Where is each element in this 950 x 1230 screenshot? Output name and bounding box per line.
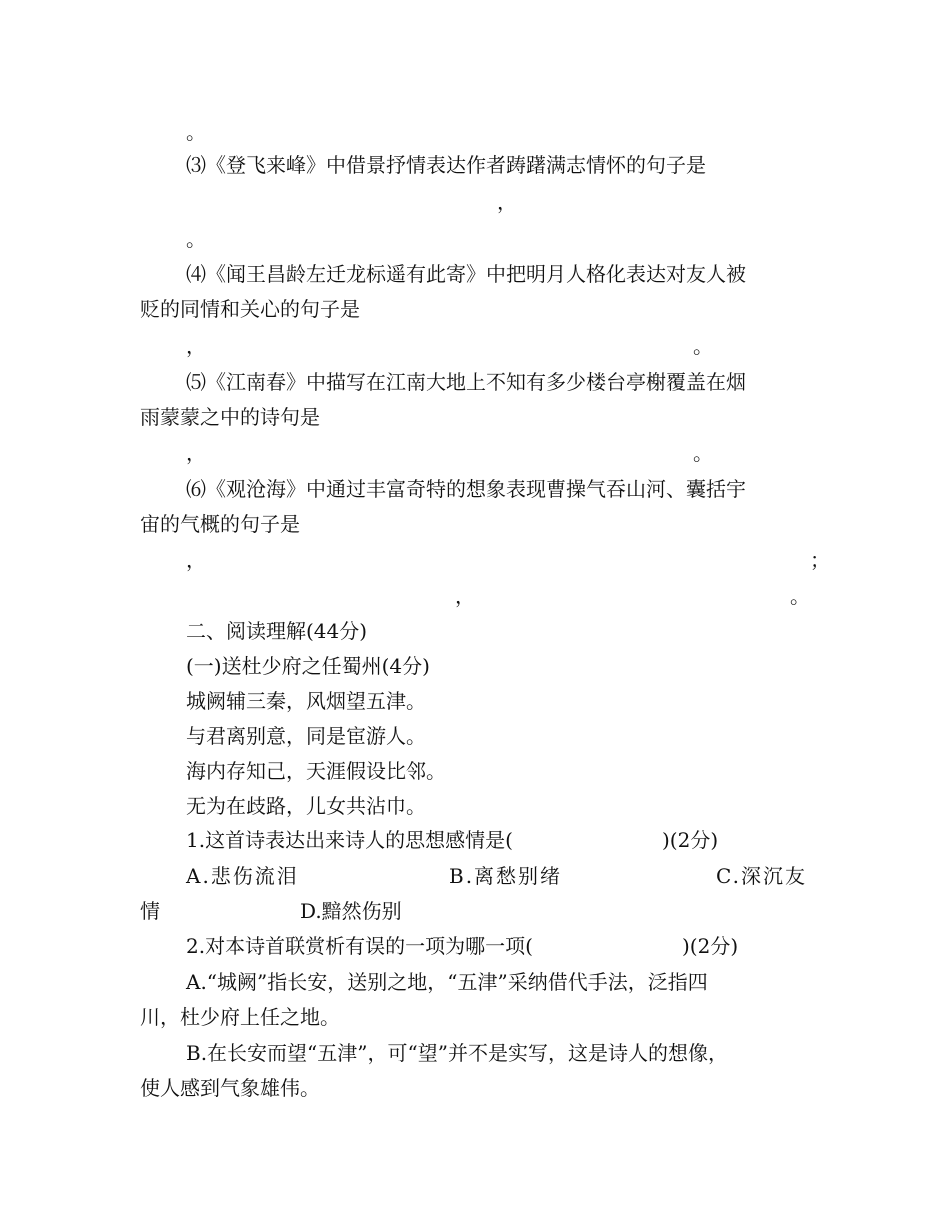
question-3-stem: ⑶《登飞来峰》中借景抒情表达作者踌躇满志情怀的句子是 <box>186 153 706 177</box>
question-6-stem-line1: ⑹《观沧海》中通过丰富奇特的想象表现曹操气吞山河、囊括宇 <box>186 477 746 501</box>
poem-line: 与君离别意，同是宦游人。 <box>186 724 426 748</box>
q1-stem: 1.这首诗表达出来诗人的思想感情是( <box>186 828 513 852</box>
q1-option-b: B.离愁别绪 <box>449 864 563 888</box>
q2-option-b-line2: 使人感到气象雄伟。 <box>140 1076 320 1100</box>
q1-option-c: C.深沉友 <box>716 864 807 888</box>
question-4-stem-line2: 贬的同情和关心的句子是 <box>140 297 360 321</box>
question-5-comma: ， <box>186 441 206 465</box>
q1-option-c-continued: 情 <box>140 899 160 923</box>
question-6-stem-line2: 宙的气概的句子是 <box>140 512 300 536</box>
question-3-comma: ， <box>497 190 517 214</box>
poem-line: 城阙辅三秦，风烟望五津。 <box>186 689 426 713</box>
question-4-stem-line1: ⑷《闻王昌龄左迁龙标遥有此寄》中把明月人格化表达对友人被 <box>186 262 746 286</box>
q2-score: )(2分) <box>682 934 739 958</box>
question-6-comma-2: ， <box>455 584 475 608</box>
q2-stem: 2.对本诗首联赏析有误的一项为哪一项( <box>186 934 533 958</box>
question-4-comma: ， <box>186 334 206 358</box>
q1-score: )(2分) <box>662 828 719 852</box>
q1-option-d: D.黯然伤别 <box>300 899 402 923</box>
q2-option-a-line1: A.“城阙”指长安，送别之地，“五津”采纳借代手法，泛指四 <box>186 970 708 994</box>
end-period: 。 <box>186 120 206 144</box>
question-6-comma-1: ， <box>186 548 206 572</box>
poem-line: 无为在歧路，儿女共沾巾。 <box>186 794 426 818</box>
question-4-end-period: 。 <box>693 334 713 358</box>
question-3-end-period: 。 <box>186 227 206 251</box>
question-5-stem-line2: 雨蒙蒙之中的诗句是 <box>140 405 320 429</box>
question-5-stem-line1: ⑸《江南春》中描写在江南大地上不知有多少楼台亭榭覆盖在烟 <box>186 370 746 394</box>
question-6-end-period: 。 <box>790 584 810 608</box>
poem-line: 海内存知己，天涯假设比邻。 <box>186 759 446 783</box>
question-5-end-period: 。 <box>693 441 713 465</box>
question-6-semicolon: ； <box>810 548 830 572</box>
section-2-heading: 二、阅读理解(44分) <box>186 619 368 643</box>
q2-option-b-line1: B.在长安而望“五津”，可“望”并不是实写，这是诗人的想像， <box>186 1041 728 1065</box>
q1-option-a: A.悲伤流泪 <box>186 864 299 888</box>
q2-option-a-line2: 川，杜少府上任之地。 <box>140 1005 340 1029</box>
poem-title: (一)送杜少府之任蜀州(4分) <box>186 654 430 678</box>
